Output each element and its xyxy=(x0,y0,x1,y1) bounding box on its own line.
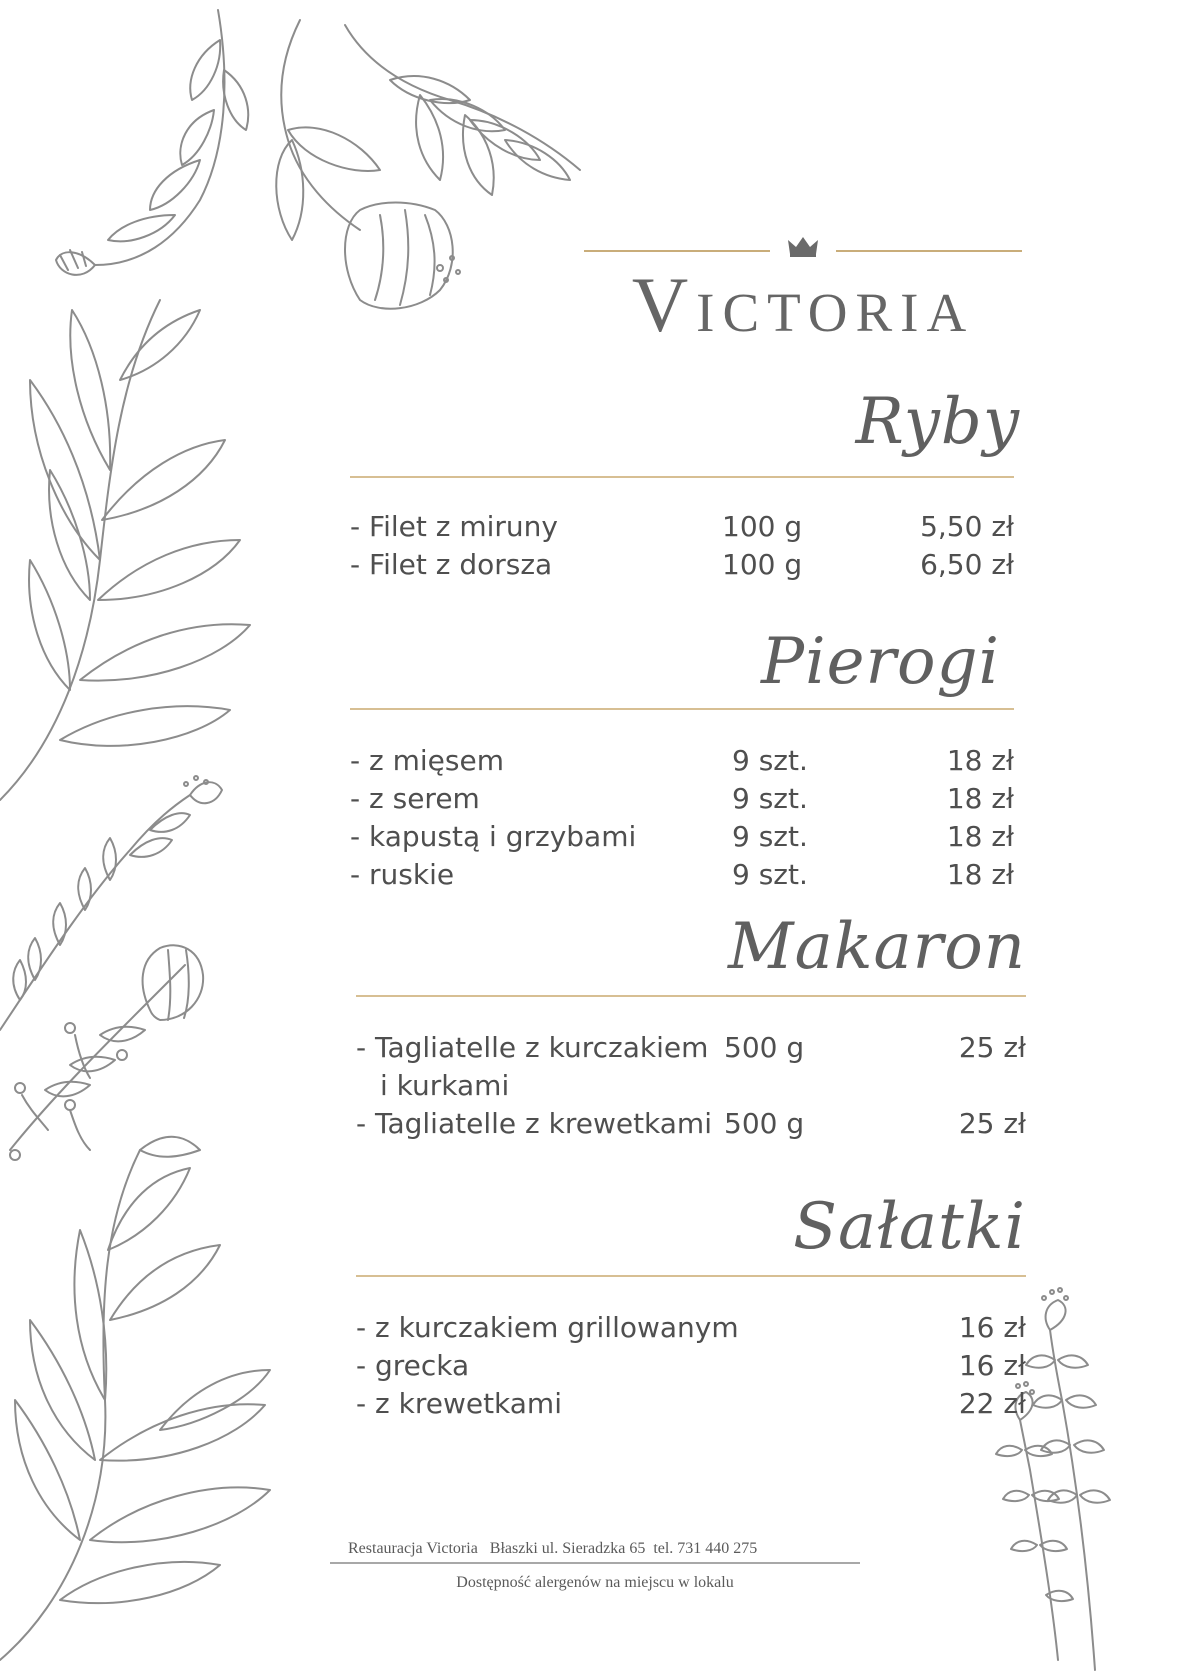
menu-section-makaron xyxy=(356,910,1026,1145)
item-quantity: 100 g xyxy=(722,510,803,543)
menu-item xyxy=(356,1385,1026,1423)
footer-allergen-note: Dostępność alergenów na miejscu w lokalu xyxy=(456,1574,734,1591)
menu-item xyxy=(350,546,1020,584)
item-quantity: 9 szt. xyxy=(732,782,808,815)
item-name: - z krewetkami xyxy=(356,1387,562,1420)
section-title: Pierogi xyxy=(761,625,1000,699)
crown-icon xyxy=(784,234,822,258)
section-title: Makaron xyxy=(728,910,1026,984)
menu-items xyxy=(350,508,1020,584)
item-price: 5,50 zł xyxy=(920,510,1014,543)
menu-item xyxy=(350,508,1020,546)
footer-divider xyxy=(330,1562,860,1564)
menu-items xyxy=(356,1029,1026,1143)
item-quantity: 9 szt. xyxy=(732,858,808,891)
section-title: Ryby xyxy=(855,385,1020,459)
item-name: - z kurczakiem grillowanym xyxy=(356,1311,739,1344)
item-name: - Tagliatelle z krewetkami xyxy=(356,1107,712,1140)
item-price: 18 zł xyxy=(946,820,1014,853)
item-name: - Filet z dorsza xyxy=(350,548,553,581)
item-name: - ruskie xyxy=(350,858,455,891)
item-price: 18 zł xyxy=(946,782,1014,815)
menu-section-ryby xyxy=(350,385,1020,590)
section-divider xyxy=(356,995,1026,997)
item-price: 25 zł xyxy=(958,1107,1026,1140)
menu-item xyxy=(350,780,1020,818)
brand-rule-right xyxy=(836,250,1022,252)
section-divider xyxy=(356,1275,1026,1277)
menu-section-pierogi xyxy=(350,625,1020,891)
item-name: - Filet z miruny xyxy=(350,510,558,543)
item-name: - Tagliatelle z kurczakiem xyxy=(356,1031,709,1064)
item-quantity: 9 szt. xyxy=(732,820,808,853)
menu-items xyxy=(350,742,1020,894)
section-title: Sałatki xyxy=(793,1190,1026,1264)
menu-item xyxy=(356,1029,1026,1105)
item-price: 22 zł xyxy=(958,1387,1026,1420)
menu-section-salatki xyxy=(356,1190,1026,1435)
item-price: 25 zł xyxy=(958,1031,1026,1064)
footer xyxy=(330,1532,860,1612)
section-divider xyxy=(350,708,1014,710)
item-price: 6,50 zł xyxy=(920,548,1014,581)
item-price: 16 zł xyxy=(958,1349,1026,1382)
item-price: 18 zł xyxy=(946,858,1014,891)
menu-item xyxy=(356,1309,1026,1347)
item-quantity: 100 g xyxy=(722,548,803,581)
item-quantity: 9 szt. xyxy=(732,744,808,777)
brand-header xyxy=(584,234,1022,354)
menu-item xyxy=(350,818,1020,856)
item-name-continuation: i kurkami xyxy=(380,1069,510,1102)
footer-contact: Restauracja Victoria Błaszki ul. Sieradzka 65 tel. 731 440 275 xyxy=(348,1540,758,1557)
item-quantity: 500 g xyxy=(724,1107,805,1140)
item-name: - z mięsem xyxy=(350,744,504,777)
item-name: - kapustą i grzybami xyxy=(350,820,637,853)
menu-item xyxy=(350,742,1020,780)
item-price: 18 zł xyxy=(946,744,1014,777)
menu-items xyxy=(356,1309,1026,1423)
menu-item xyxy=(350,856,1020,894)
brand-rule-left xyxy=(584,250,770,252)
item-quantity: 500 g xyxy=(724,1031,805,1064)
item-name: - grecka xyxy=(356,1349,470,1382)
menu-item xyxy=(356,1105,1026,1143)
brand-name: Victoria xyxy=(631,261,975,348)
menu-item xyxy=(356,1347,1026,1385)
item-name: - z serem xyxy=(350,782,480,815)
section-divider xyxy=(350,476,1014,478)
item-price: 16 zł xyxy=(958,1311,1026,1344)
